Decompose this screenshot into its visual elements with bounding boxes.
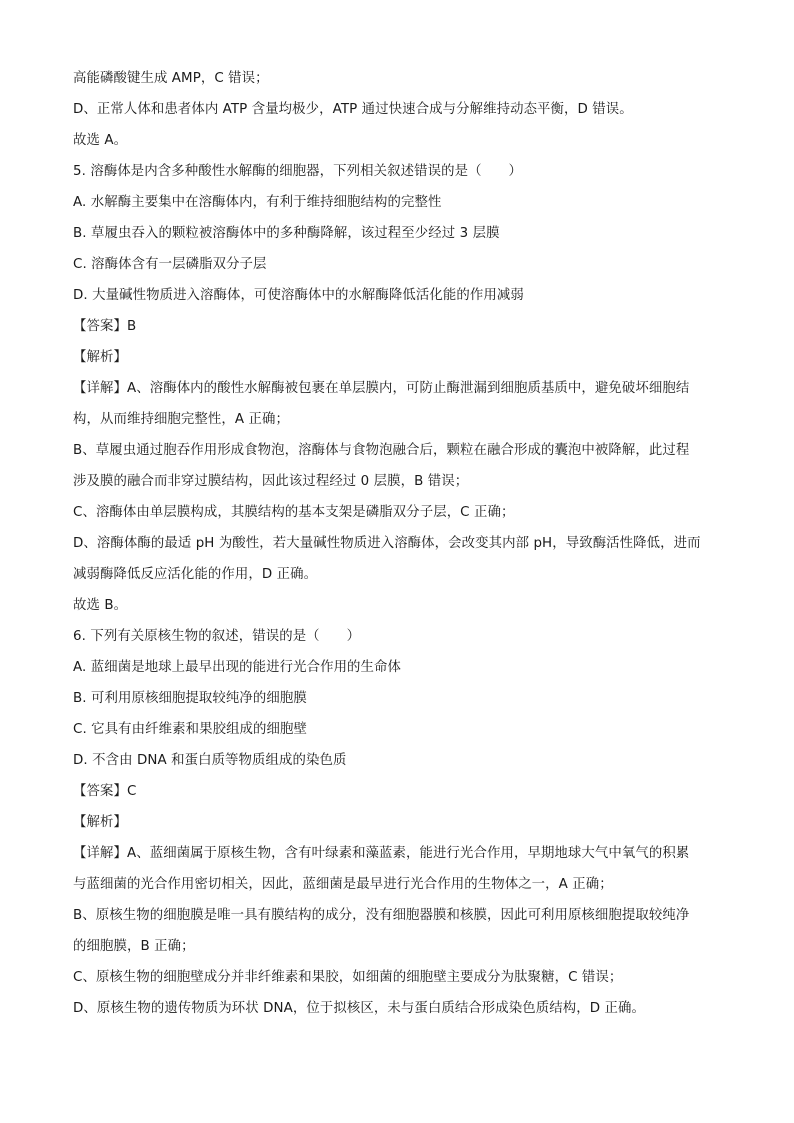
question-6-option-d: D. 不含由 DNA 和蛋白质等物质组成的染色质 xyxy=(73,753,347,768)
question-5-option-b: B. 草履虫吞入的颗粒被溶酶体中的多种酶降解，该过程至少经过 3 层膜 xyxy=(73,226,500,241)
text-line: 【详解】A、溶酶体内的酸性水解酶被包裹在单层膜内，可防止酶泄漏到细胞质基质中，避免破坏细胞结 xyxy=(73,381,690,396)
question-6-analysis-heading: 【解析】 xyxy=(73,815,127,830)
question-5-analysis-heading: 【解析】 xyxy=(73,350,127,365)
question-6-stem: 6. 下列有关原核生物的叙述，错误的是（ ） xyxy=(73,629,361,644)
text-line: B、草履虫通过胞吞作用形成食物泡，溶酶体与食物泡融合后，颗粒在融合形成的囊泡中被降解，此过程 xyxy=(73,443,690,458)
question-6-answer: 【答案】C xyxy=(73,784,137,799)
text-line: 涉及膜的融合而非穿过膜结构，因此该过程经过 0 层膜，B 错误； xyxy=(73,474,469,489)
text-line: 减弱酶降低反应活化能的作用，D 正确。 xyxy=(73,567,318,582)
question-5-answer: 【答案】B xyxy=(73,319,137,334)
text-line: 故选 A。 xyxy=(73,133,128,148)
text-line: D、溶酶体酶的最适 pH 为酸性，若大量碱性物质进入溶酶体，会改变其内部 pH，导致酶活性降低，进而 xyxy=(73,536,701,551)
text-line: 的细胞膜，B 正确； xyxy=(73,939,195,954)
text-line: 故选 B。 xyxy=(73,598,128,613)
question-6-option-b: B. 可利用原核细胞提取较纯净的细胞膜 xyxy=(73,691,307,706)
text-line: D、正常人体和患者体内 ATP 含量均极少，ATP 通过快速合成与分解维持动态平衡，D 错误。 xyxy=(73,102,633,117)
question-5-option-a: A. 水解酶主要集中在溶酶体内，有利于维持细胞结构的完整性 xyxy=(73,195,442,210)
text-line: C、原核生物的细胞壁成分并非纤维素和果胶，如细菌的细胞壁主要成分为肽聚糖，C 错误； xyxy=(73,970,623,985)
question-5-stem: 5. 溶酶体是内含多种酸性水解酶的细胞器，下列相关叙述错误的是（ ） xyxy=(73,164,523,179)
text-line: 【详解】A、蓝细菌属于原核生物，含有叶绿素和藻蓝素，能进行光合作用，早期地球大气中氧气的积累 xyxy=(73,846,690,861)
text-line: 与蓝细菌的光合作用密切相关，因此，蓝细菌是最早进行光合作用的生物体之一，A 正确； xyxy=(73,877,613,892)
text-line: B、原核生物的细胞膜是唯一具有膜结构的成分，没有细胞器膜和核膜，因此可利用原核细胞提取较纯净 xyxy=(73,908,690,923)
text-line: 构，从而维持细胞完整性，A 正确； xyxy=(73,412,289,427)
text-line: D、原核生物的遗传物质为环状 DNA，位于拟核区，未与蛋白质结合形成染色质结构，D 正确。 xyxy=(73,1001,645,1016)
question-6-option-a: A. 蓝细菌是地球上最早出现的能进行光合作用的生命体 xyxy=(73,660,402,675)
question-5-option-c: C. 溶酶体含有一层磷脂双分子层 xyxy=(73,257,267,272)
text-line: 高能磷酸键生成 AMP，C 错误； xyxy=(73,71,269,86)
document-body xyxy=(73,63,723,1024)
question-6-option-c: C. 它具有由纤维素和果胶组成的细胞壁 xyxy=(73,722,308,737)
text-line: C、溶酶体由单层膜构成，其膜结构的基本支架是磷脂双分子层，C 正确； xyxy=(73,505,515,520)
question-5-option-d: D. 大量碱性物质进入溶酶体，可使溶酶体中的水解酶降低活化能的作用减弱 xyxy=(73,288,524,303)
